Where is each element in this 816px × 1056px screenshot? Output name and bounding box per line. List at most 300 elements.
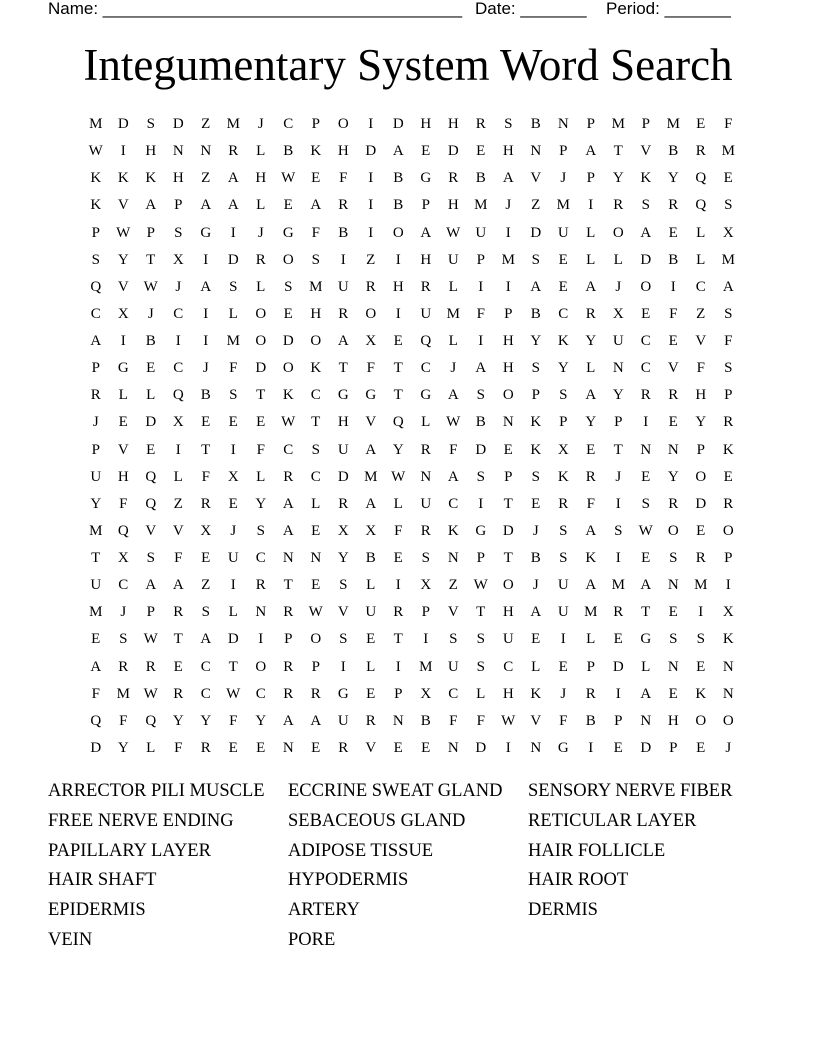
grid-letter: A: [585, 278, 597, 295]
grid-letter: E: [393, 739, 403, 756]
grid-letter: R: [338, 197, 349, 214]
grid-letter: N: [282, 739, 294, 756]
grid-letter: B: [530, 550, 541, 567]
grid-letter: M: [419, 658, 433, 675]
word-list-item: ARRECTOR PILI MUSCLE: [48, 781, 265, 801]
grid-letter: P: [476, 251, 485, 268]
grid-letter: U: [337, 278, 349, 295]
grid-letter: W: [638, 522, 653, 539]
grid-letter: I: [203, 305, 209, 322]
grid-letter: X: [722, 224, 734, 241]
grid-letter: I: [175, 441, 181, 458]
grid-letter: C: [255, 685, 266, 702]
grid-letter: O: [695, 468, 707, 485]
grid-row: [82, 545, 742, 572]
grid-letter: H: [502, 360, 514, 377]
grid-letter: S: [339, 577, 348, 594]
grid-letter: X: [337, 522, 349, 539]
grid-letter: T: [613, 143, 623, 160]
grid-letter: N: [530, 143, 542, 160]
grid-letter: K: [585, 550, 597, 567]
grid-letter: R: [173, 604, 184, 621]
grid-letter: A: [200, 278, 212, 295]
grid-letter: H: [667, 712, 679, 729]
grid-letter: E: [668, 414, 678, 431]
grid-letter: H: [502, 143, 514, 160]
grid-letter: U: [557, 577, 569, 594]
word-list-item: EPIDERMIS: [48, 900, 146, 921]
grid-row: [82, 165, 742, 192]
grid-letter: R: [255, 577, 266, 594]
grid-letter: S: [229, 387, 238, 404]
grid-letter: H: [172, 170, 184, 187]
grid-letter: R: [255, 251, 266, 268]
grid-letter: I: [505, 739, 511, 756]
grid-letter: I: [395, 658, 401, 675]
grid-letter: M: [474, 197, 488, 214]
grid-letter: Y: [90, 495, 102, 512]
grid-letter: G: [475, 522, 487, 539]
grid-letter: V: [530, 712, 542, 729]
grid-letter: V: [337, 604, 349, 621]
student-info-header: [48, 0, 748, 22]
grid-letter: N: [640, 441, 652, 458]
grid-letter: X: [172, 414, 184, 431]
grid-letter: X: [365, 333, 377, 350]
grid-letter: R: [200, 495, 211, 512]
grid-letter: X: [227, 468, 239, 485]
grid-letter: P: [284, 631, 293, 648]
grid-letter: C: [200, 658, 211, 675]
grid-letter: L: [228, 604, 238, 621]
grid-letter: A: [200, 631, 212, 648]
grid-letter: Y: [392, 441, 404, 458]
grid-letter: N: [420, 468, 432, 485]
grid-letter: E: [228, 495, 238, 512]
grid-letter: R: [723, 414, 734, 431]
grid-letter: N: [172, 143, 184, 160]
grid-row: [82, 138, 742, 165]
grid-letter: I: [340, 658, 346, 675]
grid-letter: E: [668, 685, 678, 702]
grid-letter: I: [478, 495, 484, 512]
word-list-item: SEBACEOUS GLAND: [288, 810, 466, 831]
date-field-label: Date: _______: [475, 0, 587, 18]
grid-letter: E: [586, 441, 596, 458]
grid-letter: R: [118, 658, 129, 675]
grid-letter: L: [613, 251, 623, 268]
grid-letter: O: [310, 631, 322, 648]
grid-letter: F: [229, 360, 238, 377]
grid-letter: E: [201, 414, 211, 431]
grid-letter: Q: [695, 170, 707, 187]
grid-letter: H: [447, 116, 459, 133]
grid-letter: G: [557, 739, 569, 756]
grid-letter: V: [640, 143, 652, 160]
grid-letter: E: [558, 658, 568, 675]
grid-letter: C: [640, 333, 651, 350]
grid-row: [82, 735, 742, 762]
grid-letter: E: [696, 522, 706, 539]
grid-letter: K: [530, 414, 542, 431]
grid-letter: O: [337, 116, 349, 133]
grid-letter: L: [393, 495, 403, 512]
grid-letter: M: [556, 197, 570, 214]
grid-letter: L: [421, 414, 431, 431]
grid-letter: U: [90, 468, 102, 485]
grid-letter: M: [364, 468, 378, 485]
grid-letter: F: [476, 305, 485, 322]
grid-letter: U: [475, 224, 487, 241]
grid-letter: L: [586, 224, 596, 241]
grid-letter: L: [448, 278, 458, 295]
grid-letter: K: [557, 468, 569, 485]
grid-letter: O: [612, 224, 624, 241]
grid-letter: M: [226, 116, 240, 133]
grid-letter: D: [392, 116, 404, 133]
grid-letter: R: [695, 550, 706, 567]
grid-letter: F: [449, 712, 458, 729]
grid-letter: S: [284, 278, 293, 295]
grid-letter: A: [392, 143, 404, 160]
grid-letter: A: [282, 712, 294, 729]
grid-letter: C: [448, 685, 459, 702]
grid-letter: D: [530, 224, 542, 241]
grid-letter: T: [393, 631, 403, 648]
grid-letter: A: [640, 577, 652, 594]
grid-letter: F: [586, 495, 595, 512]
grid-letter: D: [475, 739, 487, 756]
grid-row: [82, 328, 742, 355]
grid-letter: T: [641, 604, 651, 621]
grid-letter: B: [585, 712, 596, 729]
grid-letter: R: [393, 604, 404, 621]
grid-letter: T: [228, 658, 238, 675]
grid-letter: E: [201, 550, 211, 567]
grid-letter: A: [227, 170, 239, 187]
grid-letter: A: [722, 278, 734, 295]
grid-letter: Y: [255, 495, 267, 512]
grid-letter: I: [340, 251, 346, 268]
grid-letter: S: [476, 468, 485, 485]
grid-letter: S: [174, 224, 183, 241]
grid-letter: E: [146, 441, 156, 458]
grid-letter: Y: [585, 333, 597, 350]
grid-letter: S: [724, 360, 733, 377]
grid-letter: I: [395, 305, 401, 322]
grid-letter: P: [504, 468, 513, 485]
grid-letter: N: [447, 739, 459, 756]
grid-letter: V: [365, 414, 377, 431]
grid-letter: X: [117, 305, 129, 322]
grid-letter: I: [505, 224, 511, 241]
grid-letter: Z: [173, 495, 183, 512]
grid-letter: V: [530, 170, 542, 187]
grid-letter: D: [365, 143, 377, 160]
grid-letter: Y: [667, 468, 679, 485]
grid-letter: N: [722, 685, 734, 702]
word-list-item: PORE: [288, 930, 336, 950]
grid-letter: D: [337, 468, 349, 485]
grid-letter: M: [584, 604, 598, 621]
grid-letter: V: [447, 604, 459, 621]
grid-row: [82, 355, 742, 382]
grid-letter: W: [143, 631, 158, 648]
grid-letter: U: [337, 712, 349, 729]
grid-letter: I: [698, 604, 704, 621]
grid-letter: P: [91, 360, 100, 377]
grid-letter: P: [91, 224, 100, 241]
grid-letter: P: [311, 658, 320, 675]
grid-letter: L: [366, 577, 376, 594]
grid-letter: B: [365, 550, 376, 567]
grid-letter: Q: [145, 468, 157, 485]
grid-letter: I: [478, 333, 484, 350]
grid-letter: U: [502, 631, 514, 648]
grid-letter: W: [116, 224, 131, 241]
grid-letter: P: [476, 550, 485, 567]
grid-letter: E: [311, 739, 321, 756]
grid-letter: L: [641, 658, 651, 675]
grid-letter: I: [395, 251, 401, 268]
grid-letter: W: [446, 224, 461, 241]
grid-letter: E: [311, 522, 321, 539]
grid-letter: R: [585, 468, 596, 485]
grid-letter: G: [117, 360, 129, 377]
grid-letter: P: [614, 712, 623, 729]
grid-letter: J: [175, 278, 182, 295]
grid-letter: A: [227, 197, 239, 214]
grid-letter: A: [530, 278, 542, 295]
grid-letter: F: [174, 739, 183, 756]
grid-letter: M: [611, 577, 625, 594]
grid-letter: E: [613, 631, 623, 648]
grid-letter: G: [337, 685, 349, 702]
grid-letter: T: [91, 550, 101, 567]
word-list-item: DERMIS: [528, 900, 598, 921]
grid-letter: T: [613, 441, 623, 458]
grid-letter: E: [558, 278, 568, 295]
grid-letter: S: [146, 550, 155, 567]
grid-letter: J: [532, 577, 539, 594]
grid-letter: K: [145, 170, 157, 187]
grid-letter: E: [366, 685, 376, 702]
grid-letter: I: [588, 197, 594, 214]
grid-letter: D: [255, 360, 267, 377]
grid-letter: Q: [117, 522, 129, 539]
grid-letter: R: [420, 441, 431, 458]
grid-letter: D: [227, 631, 239, 648]
grid-letter: W: [281, 170, 296, 187]
grid-letter: R: [338, 305, 349, 322]
grid-letter: A: [530, 604, 542, 621]
grid-letter: I: [368, 197, 374, 214]
grid-letter: A: [90, 333, 102, 350]
grid-row: [82, 599, 742, 626]
grid-letter: A: [90, 658, 102, 675]
grid-letter: S: [641, 197, 650, 214]
grid-row: [82, 626, 742, 653]
grid-letter: F: [201, 468, 210, 485]
grid-letter: X: [365, 522, 377, 539]
grid-letter: V: [117, 278, 129, 295]
grid-letter: E: [311, 577, 321, 594]
grid-letter: K: [722, 441, 734, 458]
grid-letter: V: [667, 360, 679, 377]
grid-letter: N: [200, 143, 212, 160]
grid-letter: E: [366, 631, 376, 648]
grid-letter: F: [669, 305, 678, 322]
grid-letter: I: [368, 170, 374, 187]
grid-letter: C: [283, 116, 294, 133]
grid-letter: S: [146, 116, 155, 133]
grid-letter: B: [393, 197, 404, 214]
grid-letter: E: [91, 631, 101, 648]
grid-letter: R: [475, 116, 486, 133]
grid-letter: H: [255, 170, 267, 187]
word-search-grid: [82, 111, 742, 762]
grid-letter: D: [612, 658, 624, 675]
grid-letter: T: [201, 441, 211, 458]
word-list-item: SENSORY NERVE FIBER: [528, 781, 733, 801]
grid-letter: B: [475, 414, 486, 431]
grid-letter: A: [282, 495, 294, 512]
grid-letter: X: [420, 685, 432, 702]
grid-letter: E: [668, 333, 678, 350]
grid-letter: Y: [117, 251, 129, 268]
grid-letter: Y: [695, 414, 707, 431]
grid-letter: I: [588, 739, 594, 756]
grid-letter: D: [117, 116, 129, 133]
grid-letter: C: [503, 658, 514, 675]
grid-letter: P: [174, 197, 183, 214]
grid-letter: R: [228, 143, 239, 160]
grid-letter: I: [120, 333, 126, 350]
grid-letter: R: [613, 197, 624, 214]
grid-letter: I: [670, 278, 676, 295]
grid-letter: P: [146, 224, 155, 241]
grid-letter: B: [530, 116, 541, 133]
word-list-item: ARTERY: [288, 900, 360, 921]
grid-letter: A: [585, 387, 597, 404]
grid-letter: R: [558, 495, 569, 512]
grid-letter: S: [641, 495, 650, 512]
grid-letter: M: [721, 143, 735, 160]
grid-row: [82, 464, 742, 491]
grid-letter: N: [310, 550, 322, 567]
grid-letter: P: [421, 604, 430, 621]
grid-letter: H: [502, 604, 514, 621]
grid-letter: P: [724, 550, 733, 567]
grid-letter: D: [640, 739, 652, 756]
grid-row: [82, 382, 742, 409]
grid-letter: I: [203, 333, 209, 350]
grid-letter: I: [615, 685, 621, 702]
grid-letter: E: [668, 224, 678, 241]
grid-letter: O: [282, 251, 294, 268]
grid-letter: L: [476, 685, 486, 702]
grid-letter: L: [173, 468, 183, 485]
grid-letter: P: [146, 604, 155, 621]
grid-letter: R: [338, 495, 349, 512]
grid-letter: K: [640, 170, 652, 187]
grid-letter: P: [559, 143, 568, 160]
grid-letter: J: [202, 360, 209, 377]
grid-letter: S: [724, 305, 733, 322]
grid-letter: R: [668, 495, 679, 512]
grid-letter: W: [88, 143, 103, 160]
grid-letter: J: [615, 278, 622, 295]
grid-letter: N: [282, 550, 294, 567]
grid-letter: J: [147, 305, 154, 322]
grid-letter: L: [118, 387, 128, 404]
grid-letter: V: [117, 197, 129, 214]
grid-letter: E: [421, 143, 431, 160]
grid-row: [82, 192, 742, 219]
grid-letter: E: [283, 305, 293, 322]
grid-letter: S: [201, 604, 210, 621]
grid-letter: L: [228, 305, 238, 322]
grid-letter: B: [530, 305, 541, 322]
grid-letter: I: [230, 441, 236, 458]
grid-letter: W: [226, 685, 241, 702]
grid-letter: K: [117, 170, 129, 187]
grid-letter: M: [89, 522, 103, 539]
grid-letter: K: [722, 631, 734, 648]
grid-letter: G: [337, 387, 349, 404]
grid-letter: R: [668, 197, 679, 214]
grid-letter: F: [311, 224, 320, 241]
grid-letter: F: [449, 441, 458, 458]
grid-letter: V: [695, 333, 707, 350]
word-list-item: HAIR FOLLICLE: [528, 840, 666, 861]
grid-letter: I: [560, 631, 566, 648]
grid-letter: C: [283, 441, 294, 458]
grid-letter: A: [475, 360, 487, 377]
grid-letter: R: [585, 685, 596, 702]
grid-letter: H: [502, 333, 514, 350]
grid-letter: S: [449, 631, 458, 648]
grid-letter: A: [145, 197, 157, 214]
grid-letter: Y: [530, 333, 542, 350]
grid-letter: T: [146, 251, 156, 268]
grid-letter: J: [257, 116, 264, 133]
grid-letter: S: [696, 631, 705, 648]
grid-letter: B: [338, 224, 349, 241]
grid-letter: R: [283, 685, 294, 702]
grid-letter: Q: [145, 712, 157, 729]
grid-letter: F: [91, 685, 100, 702]
grid-letter: E: [256, 414, 266, 431]
grid-letter: M: [89, 116, 103, 133]
grid-letter: U: [90, 577, 102, 594]
grid-letter: T: [476, 604, 486, 621]
word-list-item: ECCRINE SWEAT GLAND: [288, 781, 503, 801]
grid-letter: P: [586, 116, 595, 133]
grid-letter: N: [557, 116, 569, 133]
grid-letter: W: [391, 468, 406, 485]
grid-letter: G: [420, 170, 432, 187]
grid-letter: C: [173, 305, 184, 322]
grid-letter: A: [585, 522, 597, 539]
grid-letter: Y: [337, 550, 349, 567]
grid-letter: J: [257, 224, 264, 241]
grid-letter: S: [531, 251, 540, 268]
grid-letter: Q: [695, 197, 707, 214]
grid-letter: V: [117, 441, 129, 458]
grid-letter: S: [531, 468, 540, 485]
grid-letter: R: [448, 170, 459, 187]
